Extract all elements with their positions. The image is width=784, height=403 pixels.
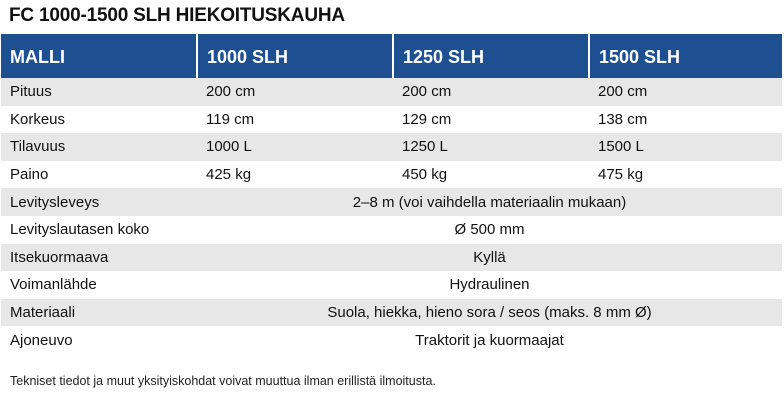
footnote: Tekniset tiedot ja muut yksityiskohdat voivat muuttua ilman erillistä ilmoitusta. [10, 374, 436, 388]
cell-value: 1000 L [206, 138, 252, 156]
table-header-row [1, 35, 782, 78]
cell-value: 119 cm [206, 110, 255, 128]
row-label: Itsekuormaava [10, 248, 109, 266]
row-label: Levitysleveys [10, 193, 100, 211]
column-header-1000: 1000 SLH [197, 35, 393, 78]
row-label: Paino [10, 166, 49, 184]
column-header-model: MALLI [1, 35, 197, 78]
shared-value: 2–8 m (voi vaihdella materiaalin mukaan) [352, 193, 627, 211]
shared-value: Suola, hiekka, hieno sora / seos (maks. 8 mm Ø) [327, 304, 652, 322]
table-row [1, 188, 782, 216]
table-row [1, 299, 782, 327]
row-label: Tilavuus [10, 138, 66, 156]
table-row [1, 133, 782, 161]
shared-value: Ø 500 mm [454, 221, 525, 239]
table-row [1, 244, 782, 272]
row-label: Voimanlähde [10, 276, 97, 294]
cell-value: 200 cm [598, 83, 648, 101]
cell-value: 1500 L [598, 138, 644, 156]
table-row [1, 161, 782, 189]
table-row [1, 216, 782, 244]
shared-value: Kyllä [473, 248, 506, 266]
cell-value: 450 kg [402, 166, 448, 184]
cell-value: 200 cm [402, 83, 452, 101]
page-title: FC 1000-1500 SLH HIEKOITUSKAUHA [9, 5, 345, 26]
shared-value: Traktorit ja kuormaajat [415, 331, 564, 349]
row-label: Ajoneuvo [10, 331, 73, 349]
row-label: Korkeus [10, 110, 66, 128]
table-row [1, 78, 782, 106]
row-label: Levityslautasen koko [10, 221, 150, 239]
column-header-1500: 1500 SLH [589, 35, 782, 78]
cell-value: 138 cm [598, 110, 648, 128]
table-row [1, 326, 782, 354]
spec-table [1, 34, 782, 354]
cell-value: 129 cm [402, 110, 452, 128]
table-row [1, 271, 782, 299]
column-header-1250: 1250 SLH [393, 35, 589, 78]
row-label: Materiaali [10, 304, 76, 322]
row-label: Pituus [10, 83, 52, 101]
cell-value: 425 kg [206, 166, 252, 184]
table-row [1, 106, 782, 134]
cell-value: 475 kg [598, 166, 644, 184]
cell-value: 1250 L [402, 138, 448, 156]
shared-value: Hydraulinen [449, 276, 530, 294]
cell-value: 200 cm [206, 83, 256, 101]
